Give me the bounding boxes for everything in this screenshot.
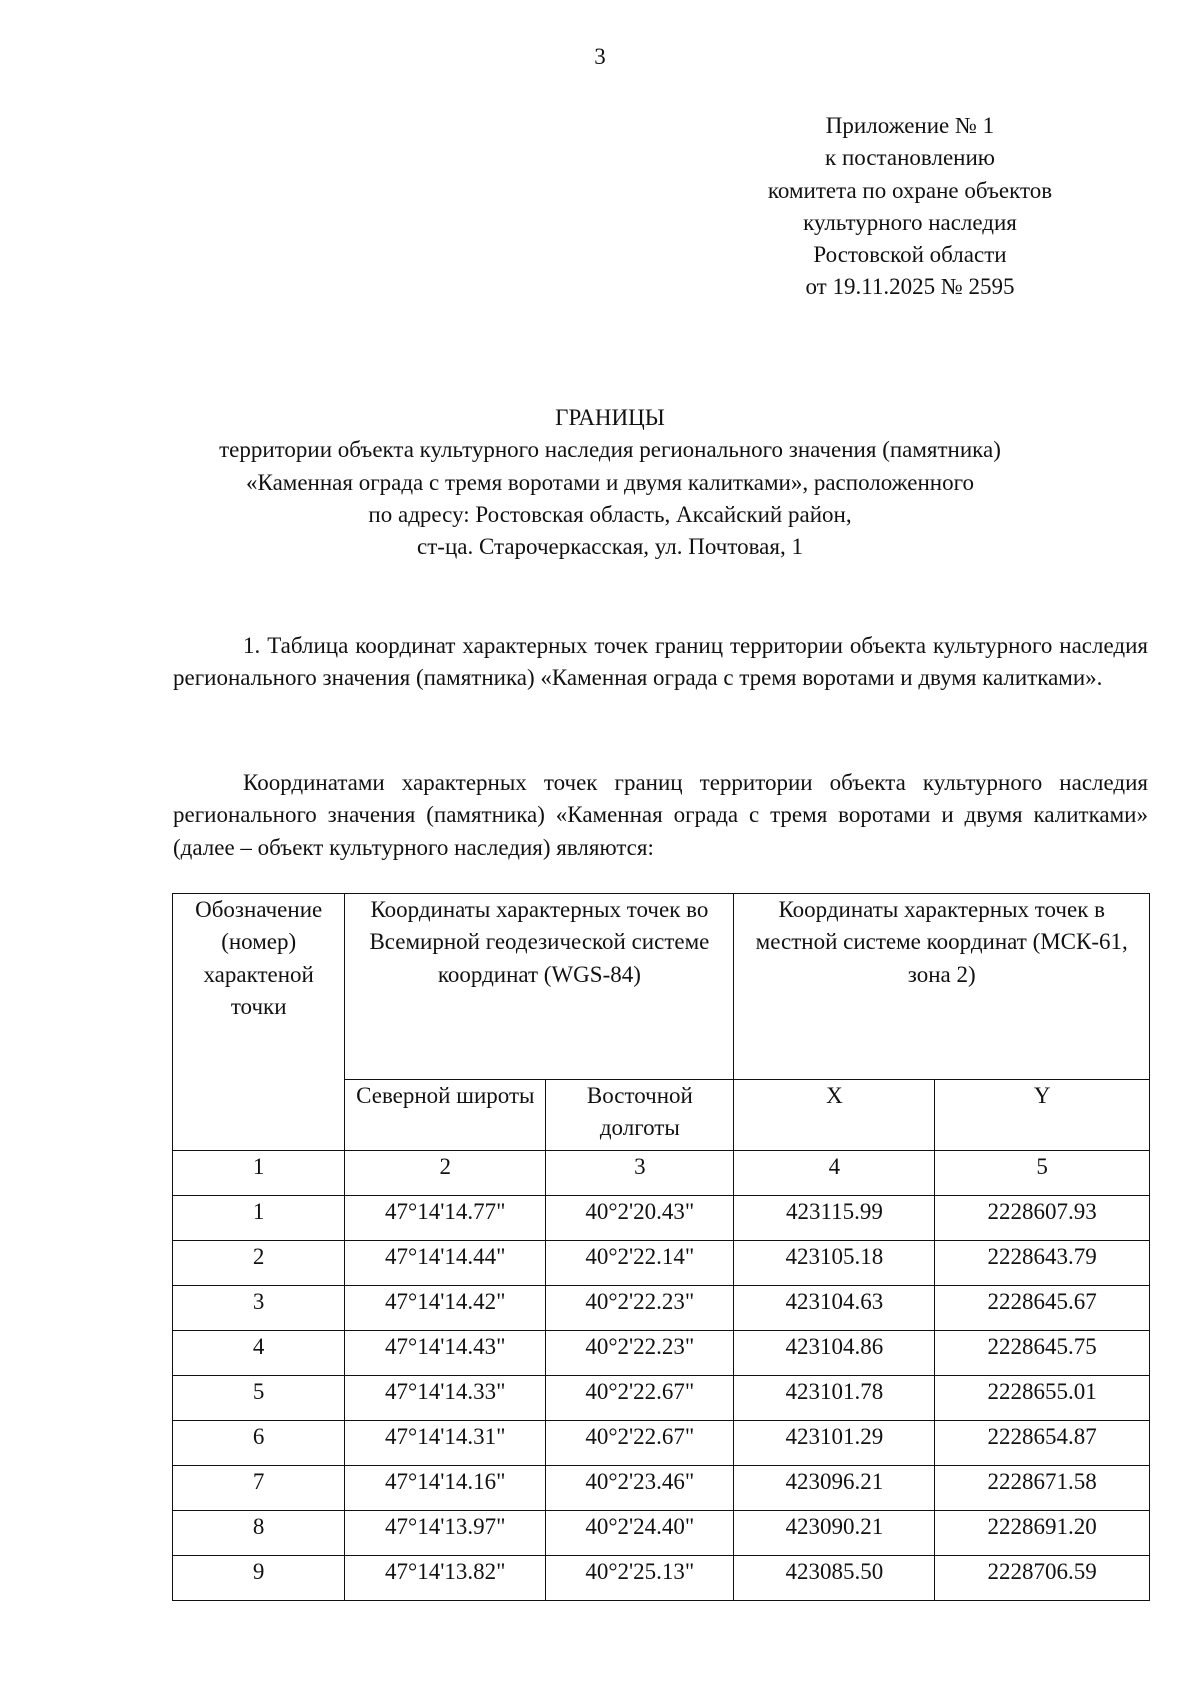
y-cell: 2228643.79 [935,1241,1150,1286]
latitude-cell: 47°14'14.42" [345,1286,546,1331]
header-longitude: Восточной долготы [546,1080,734,1151]
paragraph-table-intro [173,630,1148,695]
point-number-cell: 8 [173,1511,345,1556]
header-y: Y [935,1080,1150,1151]
paragraph-coordinates-intro [173,767,1148,864]
table-row [173,1511,1150,1556]
table-body [173,1151,1150,1601]
latitude-cell: 47°14'14.31" [345,1421,546,1466]
x-cell: 423104.63 [734,1286,935,1331]
latitude-cell: 47°14'14.44" [345,1241,546,1286]
appendix-line: к постановлению [825,145,995,171]
title-line: ст-ца. Старочеркасская, ул. Почтовая, 1 [417,534,803,560]
table-row [173,1196,1150,1241]
longitude-cell: 40°2'22.23" [546,1286,734,1331]
appendix-line: культурного наследия [803,209,1017,235]
column-number: 1 [173,1151,345,1196]
table-row [173,1331,1150,1376]
header-latitude: Северной широты [345,1080,546,1151]
x-cell: 423085.50 [734,1556,935,1601]
point-number-cell: 6 [173,1421,345,1466]
table-row [173,1466,1150,1511]
appendix-block [720,110,1100,304]
y-cell: 2228655.01 [935,1376,1150,1421]
column-number-row [173,1151,1150,1196]
page-number: 3 [594,44,606,69]
longitude-cell: 40°2'23.46" [546,1466,734,1511]
title-line: территории объекта культурного наследия регионального значения (памятника) [219,437,1001,463]
title-heading: ГРАНИЦЫ [555,405,665,430]
x-cell: 423101.29 [734,1421,935,1466]
appendix-line: комитета по охране объектов [767,177,1053,203]
point-number-cell: 9 [173,1556,345,1601]
column-number: 2 [345,1151,546,1196]
column-number: 3 [546,1151,734,1196]
paragraph-text: 1. Таблица координат характерных точек границ территории объекта культурного наследия регионального значения (памятника) «Каменная ограда с тремя воротами и двумя калитками». [173,633,1148,691]
x-cell: 423101.78 [734,1376,935,1421]
table-row [173,1241,1150,1286]
point-number-cell: 2 [173,1241,345,1286]
appendix-line: от 19.11.2025 № 2595 [805,274,1015,300]
x-cell: 423096.21 [734,1466,935,1511]
point-number-cell: 5 [173,1376,345,1421]
appendix-line: Приложение № 1 [825,113,995,138]
longitude-cell: 40°2'24.40" [546,1511,734,1556]
table-row [173,1556,1150,1601]
longitude-cell: 40°2'22.67" [546,1421,734,1466]
header-wgs84-coordinates: Координаты характерных точек во Всемирной геодезической системе координат (WGS-84) [345,894,734,1080]
column-number: 4 [734,1151,935,1196]
longitude-cell: 40°2'22.14" [546,1241,734,1286]
y-cell: 2228706.59 [935,1556,1150,1601]
y-cell: 2228645.75 [935,1331,1150,1376]
title-line: «Каменная ограда с тремя воротами и двумя калитками», расположенного [246,469,974,495]
appendix-line: Ростовской области [813,242,1007,268]
coordinates-table [172,893,1150,1601]
longitude-cell: 40°2'25.13" [546,1556,734,1601]
y-cell: 2228645.67 [935,1286,1150,1331]
table-row [173,1421,1150,1466]
longitude-cell: 40°2'20.43" [546,1196,734,1241]
point-number-cell: 7 [173,1466,345,1511]
point-number-cell: 4 [173,1331,345,1376]
table-row [173,1286,1150,1331]
y-cell: 2228691.20 [935,1511,1150,1556]
header-x: X [734,1080,935,1151]
paragraph-text: Координатами характерных точек границ территории объекта культурного наследия регионального значения (памятника) «Каменная ограда с тремя воротами и двумя калитками» (далее – объект культурного наследия) являются: [173,770,1148,860]
header-point-designation: Обозначение (номер) характеной точки [173,894,345,1151]
latitude-cell: 47°14'14.43" [345,1331,546,1376]
longitude-cell: 40°2'22.67" [546,1376,734,1421]
y-cell: 2228671.58 [935,1466,1150,1511]
column-number: 5 [935,1151,1150,1196]
point-number-cell: 3 [173,1286,345,1331]
latitude-cell: 47°14'14.33" [345,1376,546,1421]
latitude-cell: 47°14'14.16" [345,1466,546,1511]
x-cell: 423104.86 [734,1331,935,1376]
x-cell: 423105.18 [734,1241,935,1286]
longitude-cell: 40°2'22.23" [546,1331,734,1376]
document-title [140,402,1080,563]
point-number-cell: 1 [173,1196,345,1241]
y-cell: 2228607.93 [935,1196,1150,1241]
header-msk61-coordinates: Координаты характерных точек в местной системе координат (МСК-61, зона 2) [734,894,1150,1080]
latitude-cell: 47°14'14.77" [345,1196,546,1241]
latitude-cell: 47°14'13.82" [345,1556,546,1601]
table-row [173,1376,1150,1421]
x-cell: 423090.21 [734,1511,935,1556]
x-cell: 423115.99 [734,1196,935,1241]
title-line: по адресу: Ростовская область, Аксайский район, [368,501,852,527]
y-cell: 2228654.87 [935,1421,1150,1466]
latitude-cell: 47°14'13.97" [345,1511,546,1556]
